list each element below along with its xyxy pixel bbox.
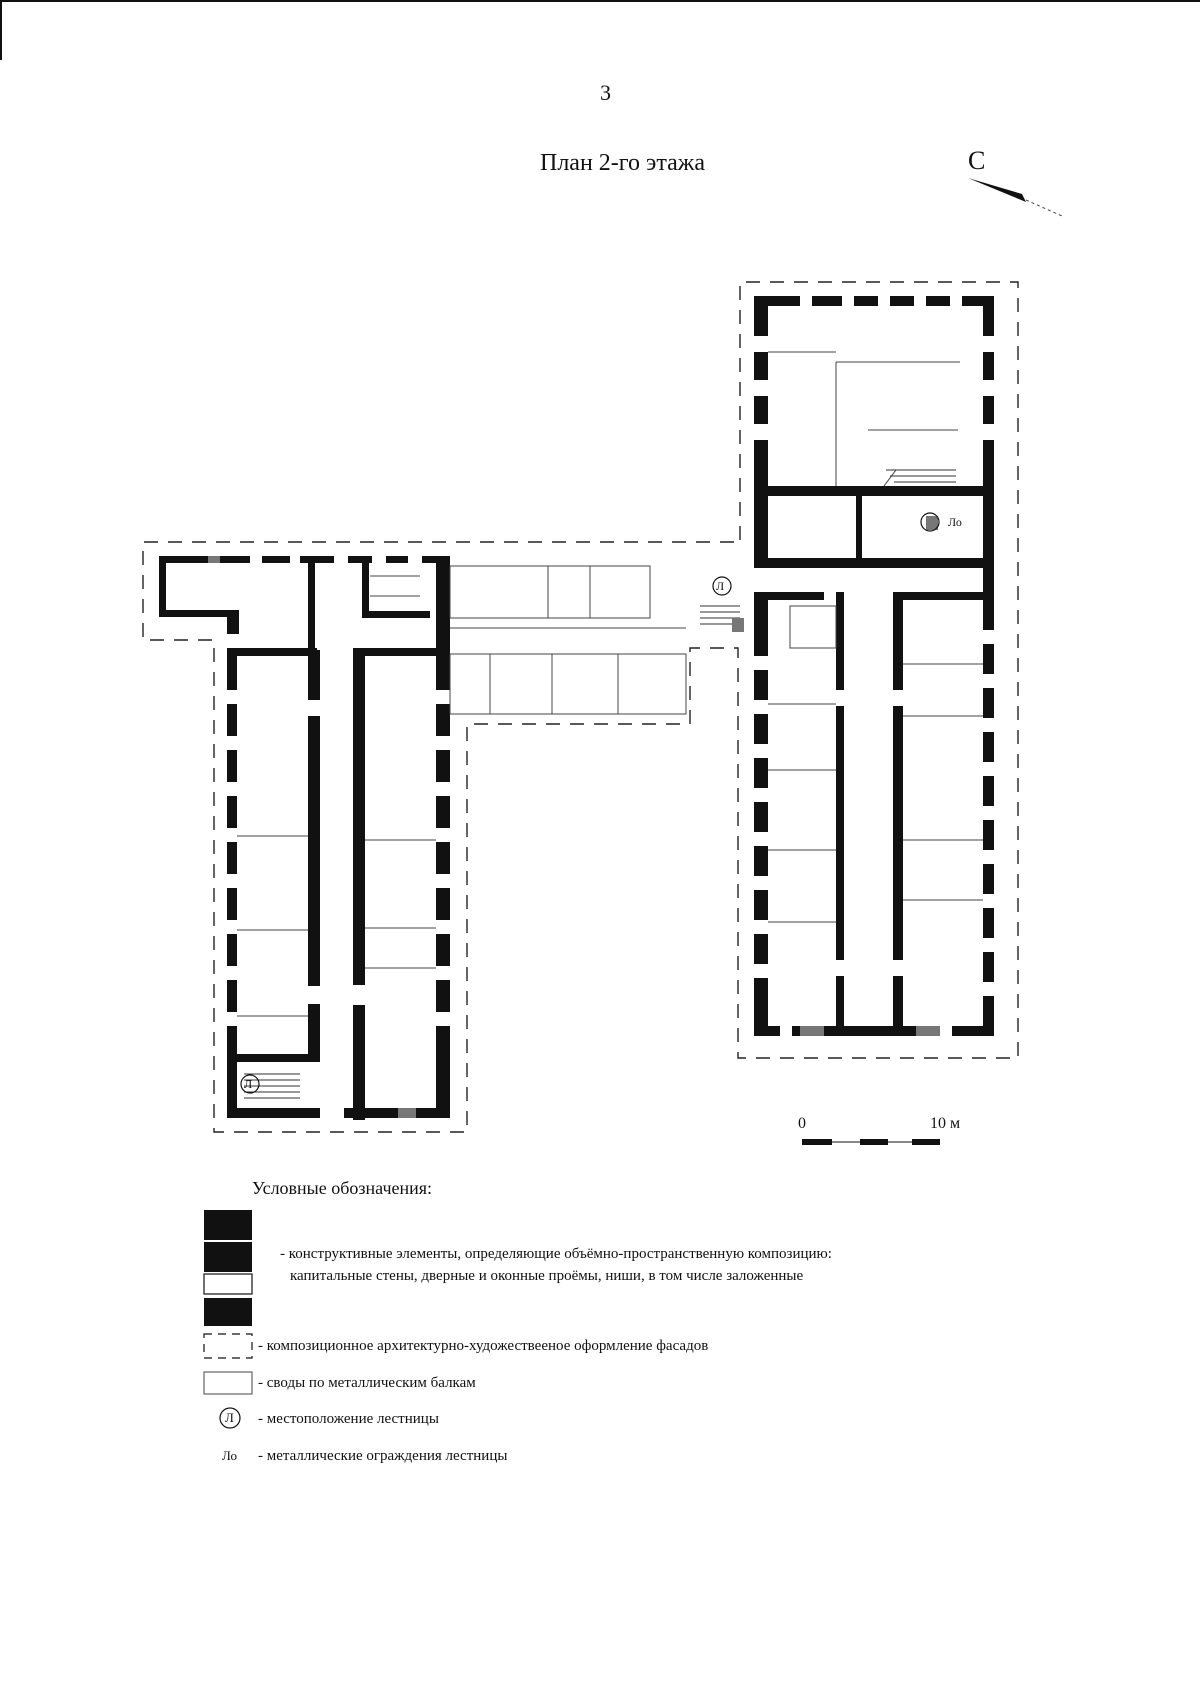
north-label: С [968, 146, 986, 175]
page-number: 3 [600, 80, 611, 105]
legend-railings-symbol: Ло [222, 1448, 237, 1463]
stair-label-center: Л [716, 579, 725, 593]
structural-walls [159, 296, 994, 1120]
plan-title: План 2-го этажа [540, 150, 706, 176]
north-arrow-icon [968, 178, 1062, 216]
legend-railings: - металлические ограждения лестницы [258, 1448, 508, 1464]
stair-label-left: Л [244, 1077, 253, 1091]
facade-outline [143, 282, 1018, 1132]
scale-ten-label: 10 м [930, 1115, 961, 1132]
legend-facade: - композиционное архитектурно-художествееное оформление фасадов [258, 1338, 709, 1354]
scale-zero-label: 0 [798, 1115, 806, 1132]
legend-title: Условные обозначения: [252, 1178, 433, 1198]
legend-vaults: - своды по металлическим балкам [258, 1375, 476, 1391]
wall-openings [227, 296, 994, 1118]
legend-stairs: - местоположение лестницы [258, 1411, 439, 1427]
legend-swatches [204, 1210, 252, 1428]
legend-stairs-symbol: Л [225, 1410, 234, 1425]
legend-structural-line2: капитальные стены, дверные и оконные проёмы, ниши, в том числе заложенные [290, 1268, 804, 1284]
railing-label-right: Ло [948, 515, 962, 529]
scale-bar [802, 1139, 940, 1145]
vault-partitions [237, 352, 983, 1016]
legend-structural-line1: - конструктивные элементы, определяющие объёмно-пространственную композицию: [280, 1246, 832, 1262]
